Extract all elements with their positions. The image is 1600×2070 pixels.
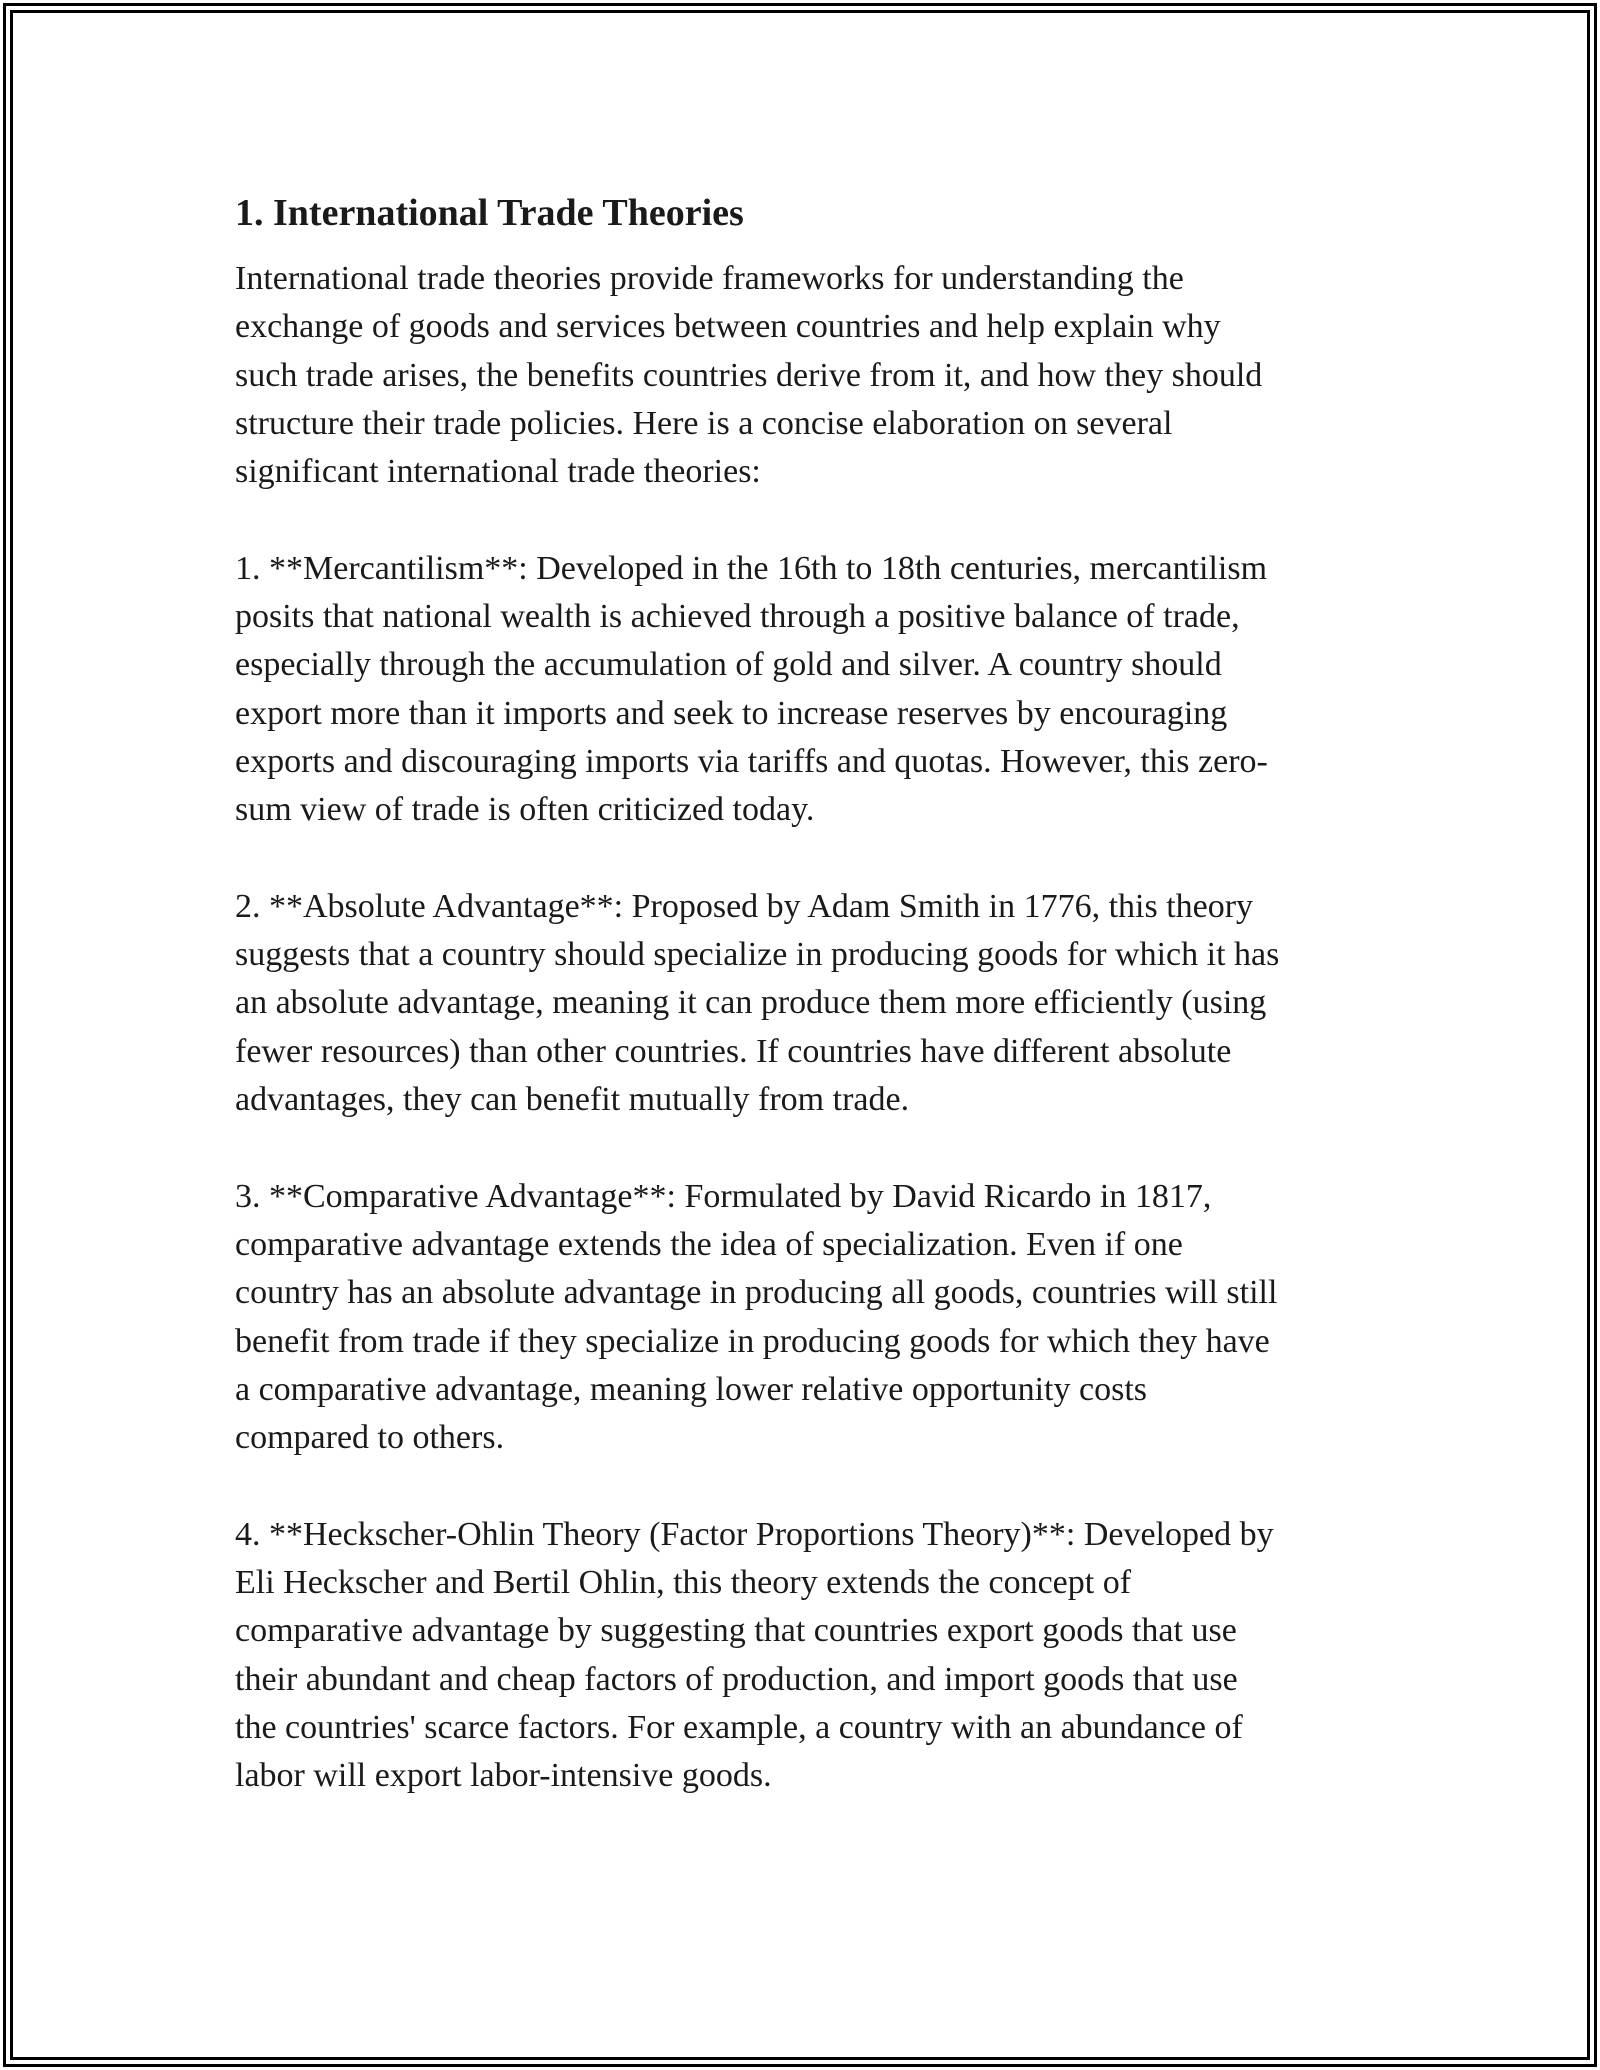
section-body-text: International trade theories provide frameworks for understanding the exchange of goods and services between countries and help explain why such trade arises, the benefits countries derive from it, and how they should structure their trade policies. Here is a concise elaboration on several significant international trade theories: 1. **Mercantilism**: Developed in the 16th to 18th centuries, mercantilism posits that national wealth is achieved through a positive balance of trade, especially through the accumulation of gold and silver. A country should export more than it imports and seek to increase reserves by encouraging exports and discouraging imports via tariffs and quotas. However, this zero- sum view of trade is often criticized today. 2. **Absolute Advantage**: Proposed by Adam Smith in 1776, this theory suggests that a country should specialize in producing goods for which it has an absolute advantage, meaning it can produce them more efficiently (using fewer resources) than other countries. If countries have different absolute advantages, they can benefit mutually from trade. 3. **Comparative Advantage**: Formulated by David Ricardo in 1817, comparative advantage extends the idea of specialization. Even if one country has an absolute advantage in producing all goods, countries will still benefit from trade if they specialize in producing goods for which they have a comparative advantage, meaning lower relative opportunity costs compared to others. 4. **Heckscher-Ohlin Theory (Factor Proportions Theory)**: Developed by Eli Heckscher and Bertil Ohlin, this theory extends the concept of comparative advantage by suggesting that countries export goods that use their abundant and cheap factors of production, and import goods that use the countries' scarce factors. For example, a country with an abundance of labor will export labor-intensive goods. (235, 260, 1280, 1795)
document-page (235, 185, 1395, 1801)
section-heading: 1. International Trade Theories (235, 192, 744, 234)
